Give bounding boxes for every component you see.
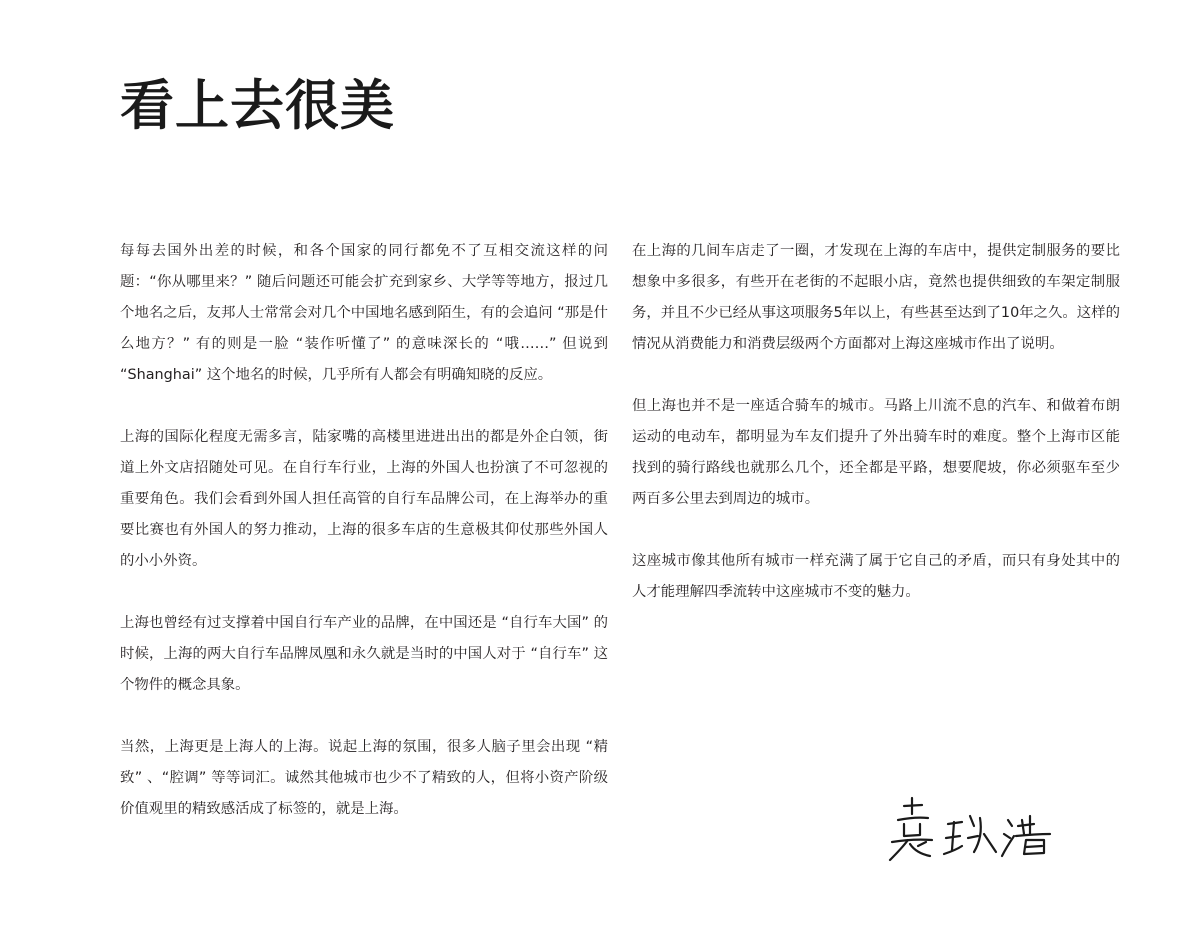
paragraph: 上海也曾经有过支撑着中国自行车产业的品牌，在中国还是 “自行车大国” 的时候，上海的两大自行车品牌凤凰和永久就是当时的中国人对于 “自行车” 这个物件的概念具象。 bbox=[120, 615, 608, 693]
paragraph: 这座城市像其他所有城市一样充满了属于它自己的矛盾，而只有身处其中的人才能理解四季流转中这座城市不变的魅力。 bbox=[632, 553, 1120, 600]
paragraph: 但上海也并不是一座适合骑车的城市。马路上川流不息的汽车、和做着布朗运动的电动车，都明显为车友们提升了外出骑车时的难度。整个上海市区能找到的骑行路线也就那么几个，还全都是平路，想要爬坡，你必须驱车至少两百多公里去到周边的城市。 bbox=[632, 398, 1120, 507]
paragraph: 上海的国际化程度无需多言，陆家嘴的高楼里进进出出的都是外企白领，街道上外文店招随处可见。在自行车行业，上海的外国人也扮演了不可忽视的重要角色。我们会看到外国人担任高管的自行车品牌公司，在上海举办的重要比赛也有外国人的努力推动，上海的很多车店的生意极其仰仗那些外国人的小小外资。 bbox=[120, 429, 608, 569]
author-signature bbox=[884, 790, 1064, 870]
article-column-right bbox=[632, 236, 1120, 639]
paragraph: 在上海的几间车店走了一圈，才发现在上海的车店中，提供定制服务的要比想象中多很多，有些开在老街的不起眼小店，竟然也提供细致的车架定制服务，并且不少已经从事这项服务5年以上，有些甚至达到了10年之久。这样的情况从消费能力和消费层级两个方面都对上海这座城市作出了说明。 bbox=[632, 243, 1120, 352]
paragraph: 每每去国外出差的时候，和各个国家的同行都免不了互相交流这样的问题：“你从哪里来？” 随后问题还可能会扩充到家乡、大学等等地方，报过几个地名之后，友邦人士常常会对几个中国地名感到陌生，有的会追问 “那是什么地方？” 有的则是一脸 “装作听懂了” 的意味深长的 “哦……” 但说到 “Shanghai” 这个地名的时候，几乎所有人都会有明确知晓的反应。 bbox=[120, 243, 608, 383]
signature-handwriting bbox=[884, 790, 1064, 870]
article-column-left bbox=[120, 236, 608, 856]
page-title: 看上去很美 bbox=[120, 74, 395, 137]
paragraph: 当然，上海更是上海人的上海。说起上海的氛围，很多人脑子里会出现 “精致” 、“腔调” 等等词汇。诚然其他城市也少不了精致的人，但将小资产阶级价值观里的精致感活成了标签的，就是上海。 bbox=[120, 739, 608, 817]
